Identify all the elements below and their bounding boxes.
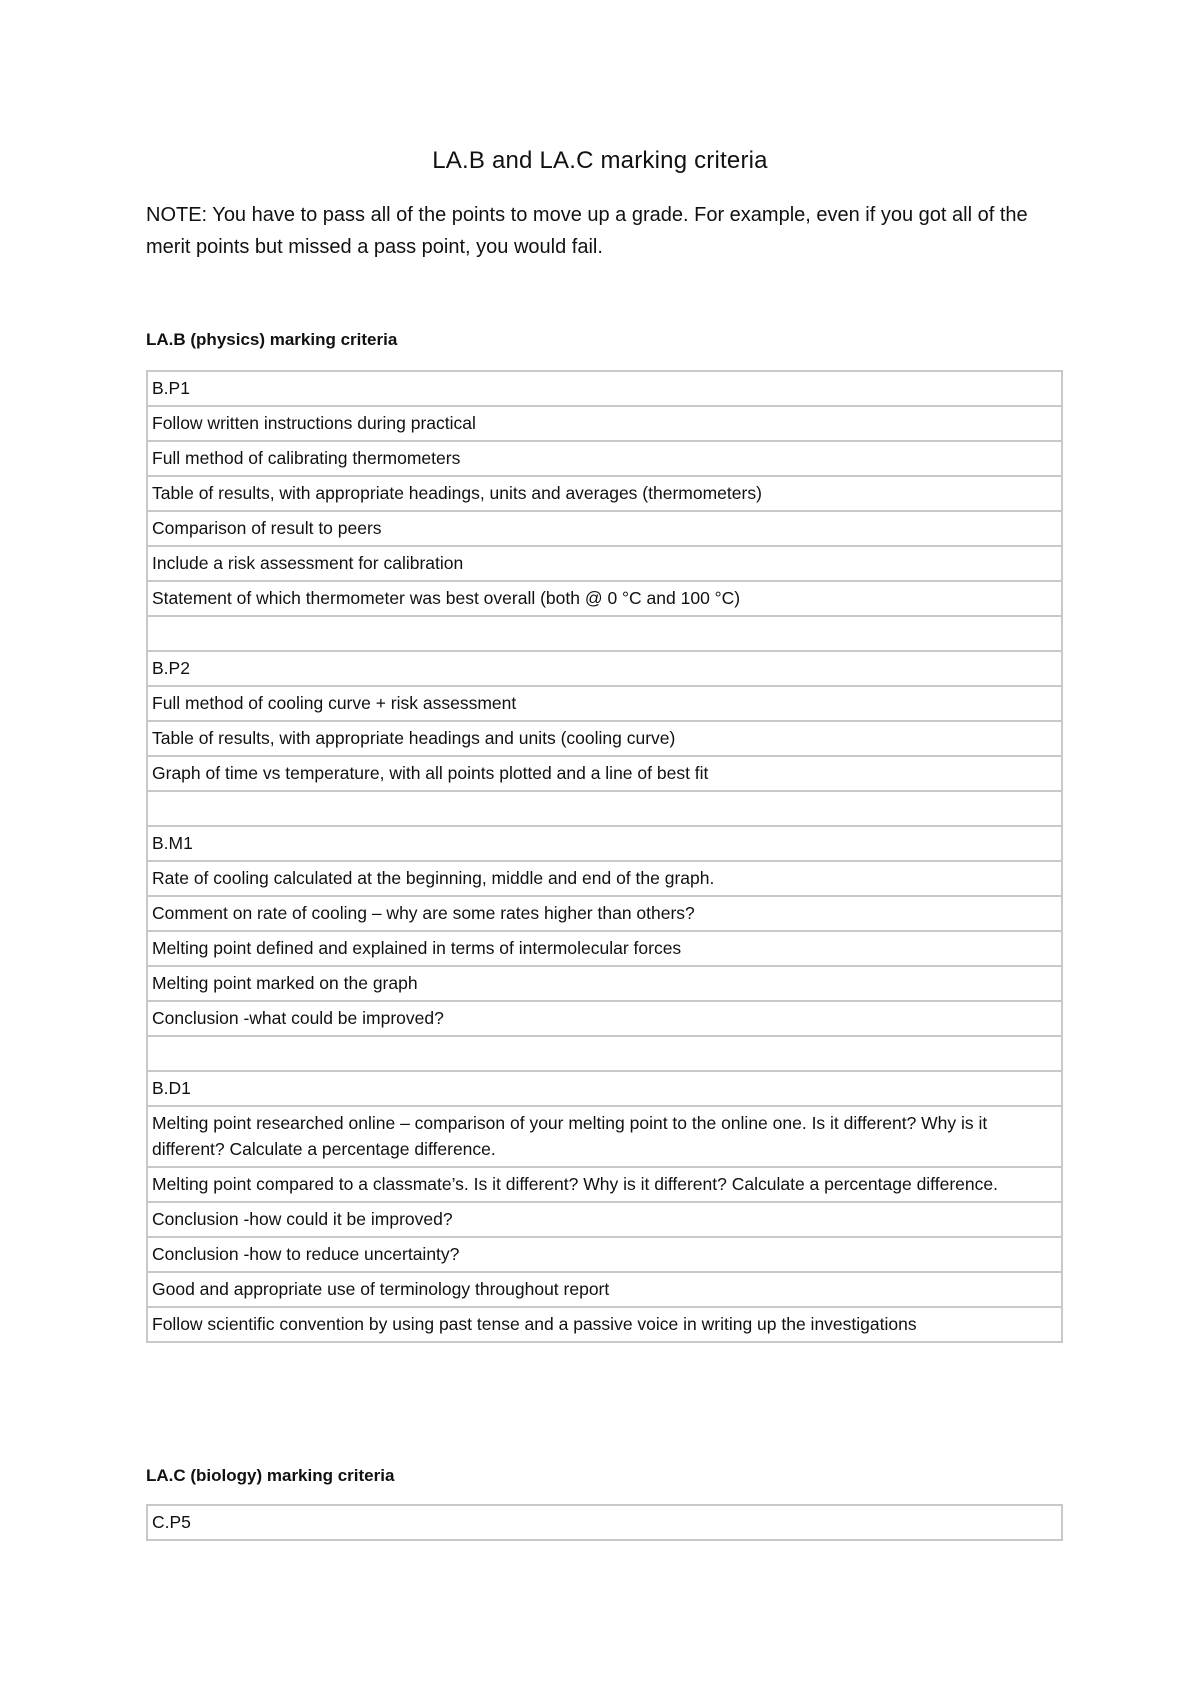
table-row [147,1036,1062,1071]
criterion-cell: B.P1 [147,371,1062,406]
table-row [147,546,1062,581]
table-row [147,1237,1062,1272]
table-row [147,756,1062,791]
criterion-cell: Melting point researched online – comparison of your melting point to the online one. Is it different? Why is it different? Calculate a percentage difference. [147,1106,1062,1167]
biology-section-heading: LA.C (biology) marking criteria [146,1466,395,1485]
physics-criteria-body [147,371,1062,1342]
criterion-cell: Melting point compared to a classmate’s. Is it different? Why is it different? Calculate a percentage difference. [147,1167,1062,1202]
table-row [147,931,1062,966]
table-row [147,1071,1062,1106]
table-row [147,406,1062,441]
table-row [147,1307,1062,1342]
criterion-cell: Statement of which thermometer was best overall (both @ 0 °C and 100 °C) [147,581,1062,616]
criterion-cell: Follow scientific convention by using past tense and a passive voice in writing up the investigations [147,1307,1062,1342]
criterion-cell [147,1036,1062,1071]
criterion-cell: Include a risk assessment for calibration [147,546,1062,581]
criterion-cell: Melting point defined and explained in terms of intermolecular forces [147,931,1062,966]
table-row [147,1167,1062,1202]
table-row [147,1272,1062,1307]
criterion-cell: B.M1 [147,826,1062,861]
grading-note: NOTE: You have to pass all of the points to move up a grade. For example, even if you got all of the merit points but missed a pass point, you would fail. [146,204,1028,258]
criterion-cell [147,791,1062,826]
table-row [147,651,1062,686]
criterion-cell: Table of results, with appropriate headings, units and averages (thermometers) [147,476,1062,511]
table-row [147,616,1062,651]
table-row [147,966,1062,1001]
criterion-cell: C.P5 [147,1505,1062,1540]
table-row [147,441,1062,476]
table-row [147,371,1062,406]
table-row [147,476,1062,511]
table-row [147,511,1062,546]
table-row [147,721,1062,756]
table-row [147,1202,1062,1237]
criterion-cell: Full method of calibrating thermometers [147,441,1062,476]
criterion-cell: Table of results, with appropriate headings and units (cooling curve) [147,721,1062,756]
criterion-cell: Conclusion -what could be improved? [147,1001,1062,1036]
criterion-cell: Full method of cooling curve + risk assessment [147,686,1062,721]
table-row [147,896,1062,931]
table-row [147,581,1062,616]
biology-criteria-table [146,1504,1063,1541]
criterion-cell: Conclusion -how to reduce uncertainty? [147,1237,1062,1272]
table-row [147,686,1062,721]
criterion-cell: Conclusion -how could it be improved? [147,1202,1062,1237]
criterion-cell: Rate of cooling calculated at the beginning, middle and end of the graph. [147,861,1062,896]
physics-criteria-table [146,370,1063,1343]
table-row [147,1106,1062,1167]
criterion-cell: Melting point marked on the graph [147,966,1062,1001]
biology-criteria-body [147,1505,1062,1540]
criterion-cell: B.D1 [147,1071,1062,1106]
criterion-cell: B.P2 [147,651,1062,686]
criterion-cell: Graph of time vs temperature, with all points plotted and a line of best fit [147,756,1062,791]
page-title: LA.B and LA.C marking criteria [432,147,768,174]
table-row [147,861,1062,896]
table-row [147,791,1062,826]
physics-section-heading: LA.B (physics) marking criteria [146,330,398,349]
criterion-cell: Comparison of result to peers [147,511,1062,546]
criterion-cell: Good and appropriate use of terminology throughout report [147,1272,1062,1307]
table-row [147,826,1062,861]
criterion-cell: Comment on rate of cooling – why are some rates higher than others? [147,896,1062,931]
criterion-cell: Follow written instructions during practical [147,406,1062,441]
table-row [147,1001,1062,1036]
table-row [147,1505,1062,1540]
criterion-cell [147,616,1062,651]
